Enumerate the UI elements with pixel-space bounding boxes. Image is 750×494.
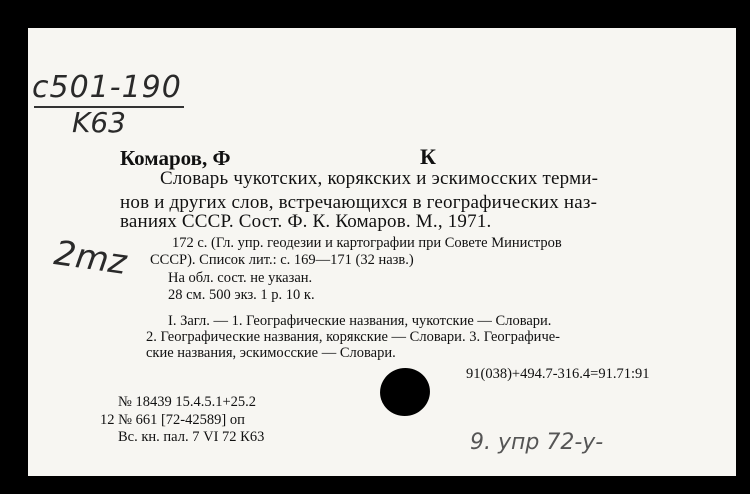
scan-border-left [0,0,28,494]
ink-blot [376,363,435,420]
description-line-3: На обл. сост. не указан. [168,270,313,286]
title-line-3: ваниях СССР. Сост. Ф. К. Комаров. М., 1971. [120,211,492,232]
description-line-1: 172 с. (Гл. упр. геодезии и картографии при Совете Министров [172,235,562,251]
scan-border-right [736,0,750,494]
bottom-handwritten-note: 9. упр 72-у- [470,430,604,455]
title-line-2: нов и других слов, встречающихся в географических наз- [120,192,598,213]
classification-index: 91(038)+494.7-316.4=91.71:91 [466,366,650,382]
footer-line-2: 12 № 661 [72-42589] оп [100,412,245,428]
call-number-line1: c501-190 [32,70,182,105]
margin-note: 2mz [51,233,130,283]
subject-line-3: ские названия, эскимосские — Словари. [146,345,396,361]
description-line-2: СССР). Список лит.: с. 169—171 (32 назв.) [150,252,414,268]
call-number-line2: K63 [72,106,126,139]
footer-line-1: № 18439 15.4.5.1+25.2 [118,394,257,410]
author-heading: Комаров, Ф [120,146,231,170]
footer-line-3: Вс. кн. пал. 7 VI 72 К63 [118,429,265,445]
scan-border-bottom [0,476,750,494]
subject-line-1: I. Загл. — 1. Географические названия, чукотские — Словари. [168,313,552,329]
index-letter: К [420,144,436,169]
title-line-1: Словарь чукотских, корякских и эскимосских терми- [160,168,599,189]
scan-border-top [0,0,750,28]
subject-line-2: 2. Географические названия, корякские — Словари. 3. Географиче- [146,329,561,345]
description-line-4: 28 см. 500 экз. 1 р. 10 к. [168,287,315,303]
